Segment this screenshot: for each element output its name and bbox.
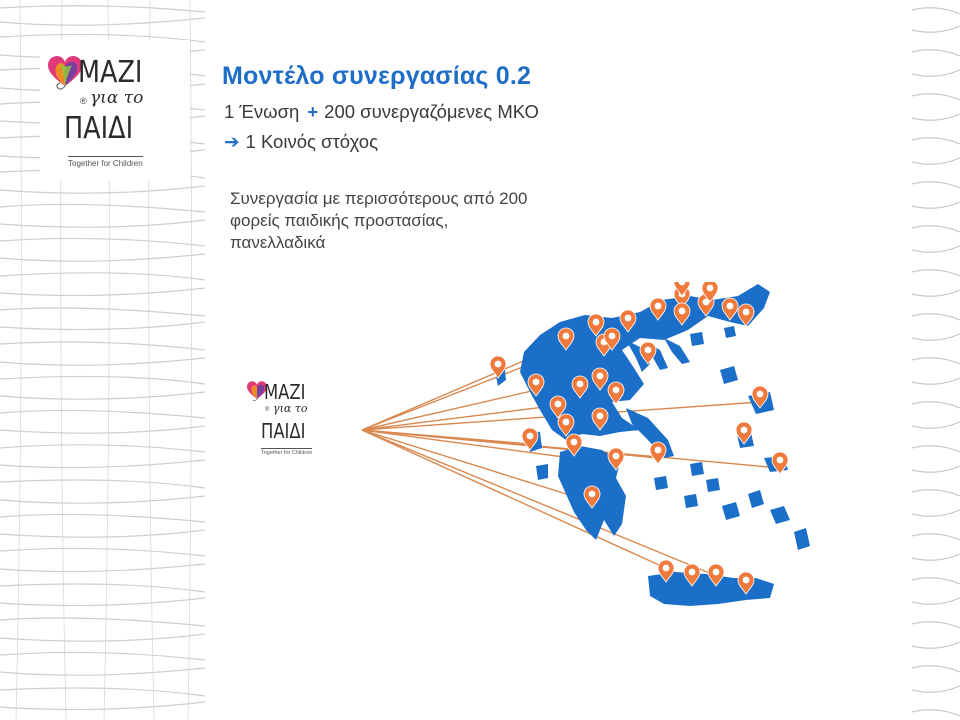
greece-network-map: [350, 282, 810, 622]
plus-icon: +: [307, 101, 319, 122]
goal-text: 1 Κοινός στόχος: [245, 131, 378, 152]
island-shape: [724, 326, 736, 338]
description-line: φορείς παιδικής προστασίας,: [230, 211, 449, 230]
description-line: πανελλαδικά: [230, 233, 326, 252]
logo-tagline: Together for Children: [68, 156, 143, 168]
logo-tagline: Together for Children: [261, 450, 313, 456]
logo-script: για το: [273, 402, 308, 415]
ngo-text: 200 συνεργαζόμενες ΜΚΟ: [324, 101, 539, 122]
island-shape: [690, 462, 704, 476]
slide-title: Μοντέλο συνεργασίας 0.2: [222, 62, 532, 90]
arrow-right-icon: ➔: [224, 131, 240, 152]
island-shape: [720, 366, 738, 384]
description: [230, 188, 527, 254]
decorative-texture-right: [912, 0, 960, 720]
registered-mark: ®: [265, 407, 270, 413]
island-shape: [536, 464, 548, 480]
description-line: Συνεργασία με περισσότερους από 200: [230, 189, 528, 208]
logo-word-bottom: ΠΑΙΔΙ: [261, 419, 306, 443]
island-shape: [722, 502, 740, 520]
island-shape: [706, 478, 720, 492]
decorative-texture-left: [0, 0, 205, 720]
registered-mark: ®: [80, 96, 87, 106]
logo-word-top: ΜΑΖΙ: [78, 55, 143, 90]
heart-balloon-icon: [48, 56, 82, 96]
connection-line: [362, 430, 746, 588]
union-plus-ngo-line: [224, 101, 539, 123]
logo-word-bottom: ΠΑΙΔΙ: [64, 111, 134, 146]
island-shape: [684, 494, 698, 508]
island-shape: [770, 506, 790, 524]
union-text: 1 Ένωση: [224, 101, 300, 122]
logo-word-top: ΜΑΖΙ: [264, 380, 306, 404]
island-shape: [748, 490, 764, 508]
island-shape: [664, 338, 690, 364]
island-shape: [690, 332, 704, 346]
map-pin-icon: [650, 442, 666, 464]
island-shape: [654, 476, 668, 490]
logo-script: για το: [90, 88, 144, 108]
common-goal-line: [224, 131, 378, 153]
island-shape: [794, 528, 810, 550]
